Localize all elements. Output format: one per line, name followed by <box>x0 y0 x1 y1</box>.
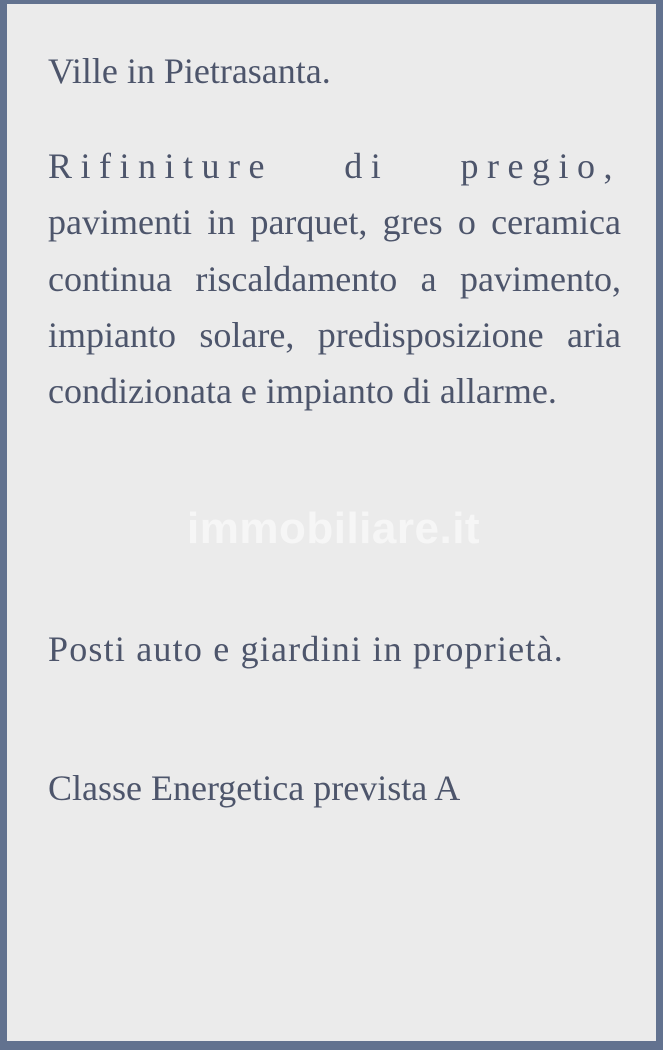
finishes-paragraph-rest: pavimenti in parquet, gres o ceramica continua riscaldamento a pavimento, impianto solare, predisposizione aria condizionata e impianto di allarme. <box>48 202 621 412</box>
energy-class-paragraph: Classe Energetica prevista A <box>48 768 461 808</box>
finishes-paragraph-first-line: Rifiniture di pregio, <box>48 146 621 186</box>
listing-heading: Ville in Pietrasanta. <box>48 51 331 91</box>
watermark-logo: immobiliare.it <box>187 504 481 553</box>
parking-garden-paragraph: Posti auto e giardini in proprietà. <box>48 629 564 669</box>
finishes-paragraph <box>48 138 621 419</box>
